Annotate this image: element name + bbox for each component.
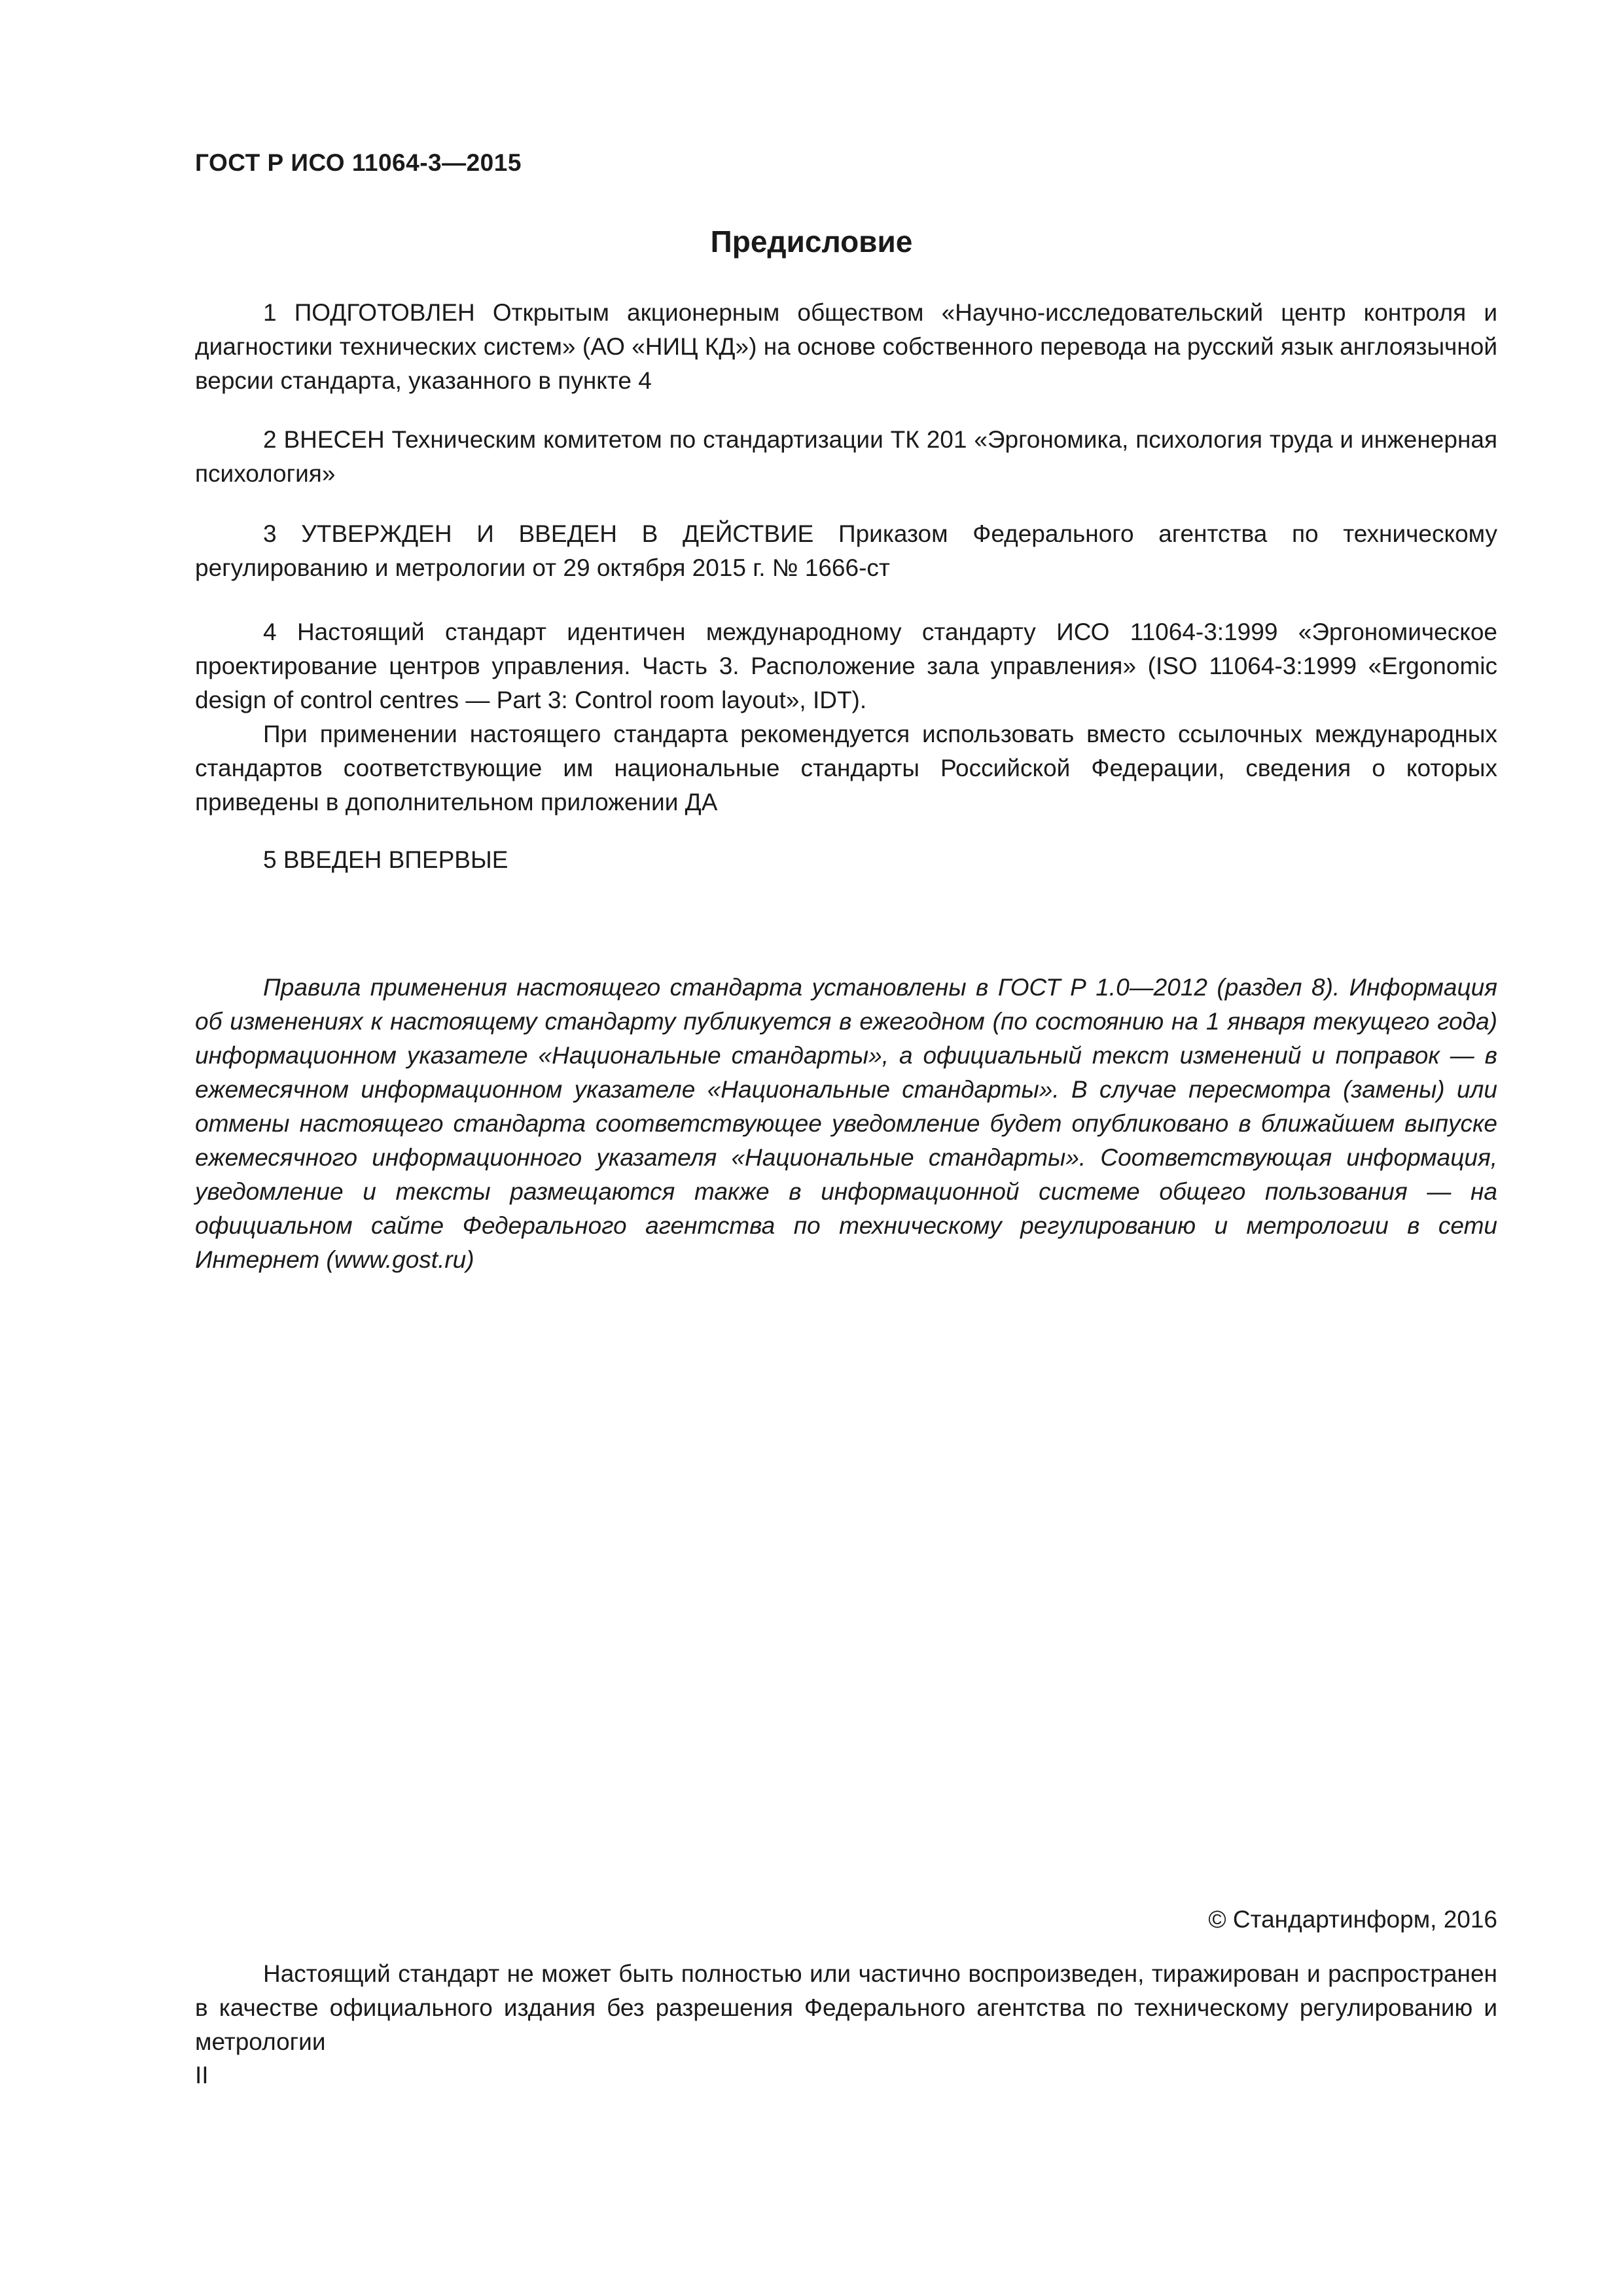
page-title: Предисловие (710, 224, 913, 259)
foreword-item-4-note: При применении настоящего стандарта рекомендуется использовать вместо ссылочных международных стандартов соответствующие им национальные стандарты Российской Федерации, сведения о которых приведены в дополнительном приложении ДА (195, 721, 1497, 816)
reproduction-notice-text: Настоящий стандарт не может быть полностью или частично воспроизведен, тиражирован и распространен в качестве официального издания без разрешения Федерального агентства по техническому регулированию и метрологии (195, 1960, 1497, 2055)
page-number: II (195, 2062, 209, 2089)
foreword-item-2-text: 2 ВНЕСЕН Техническим комитетом по стандартизации ТК 201 «Эргономика, психология труда и инженерная психология» (195, 426, 1497, 487)
foreword-item-3 (195, 517, 1497, 585)
foreword-item-3-text: 3 УТВЕРЖДЕН И ВВЕДЕН В ДЕЙСТВИЕ Приказом Федерального агентства по техническому регулированию и метрологии от 29 октября 2015 г. № 1666-ст (195, 520, 1497, 581)
reproduction-notice (195, 1957, 1497, 2059)
rules-notice (195, 971, 1497, 1277)
rules-notice-text: Правила применения настоящего стандарта установлены в ГОСТ Р 1.0—2012 (раздел 8). Информация об изменениях к настоящему стандарту публикуется в ежегодном (по состоянию на 1 января текущего года) информационном указателе «Национальные стандарты», а официальный текст изменений и поправок — в ежемесячном информационном указателе «Национальные стандарты». В случае пересмотра (замены) или отмены настоящего стандарта соответствующее уведомление будет опубликовано в ближайшем выпуске ежемесячного информационного указателя «Национальные стандарты». Соответствующая информация, уведомление и тексты размещаются также в информационной системе общего пользования — на официальном сайте Федерального агентства по техническому регулированию и метрологии в сети Интернет (www.gost.ru) (195, 974, 1497, 1273)
foreword-item-4-text: 4 Настоящий стандарт идентичен международному стандарту ИСО 11064-3:1999 «Эргономическое проектирование центров управления. Часть 3. Расположение зала управления» (ISO 11064-3:1999 «Ergonomic design of control centres — Part 3: Control room layout», IDT). (195, 619, 1497, 713)
foreword-item-4 (195, 615, 1497, 819)
copyright-line: © Стандартинформ, 2016 (1208, 1906, 1497, 1933)
foreword-item-5-text: 5 ВВЕДЕН ВПЕРВЫЕ (263, 846, 508, 873)
document-code-header: ГОСТ Р ИСО 11064-3—2015 (195, 149, 522, 176)
foreword-item-5 (195, 843, 1497, 877)
foreword-item-2 (195, 423, 1497, 491)
foreword-item-1 (195, 296, 1497, 398)
foreword-item-1-text: 1 ПОДГОТОВЛЕН Открытым акционерным обществом «Научно-исследовательский центр контроля и диагностики технических систем» (АО «НИЦ КД») на основе собственного перевода на русский язык англоязычной версии стандарта, указанного в пункте 4 (195, 299, 1497, 394)
